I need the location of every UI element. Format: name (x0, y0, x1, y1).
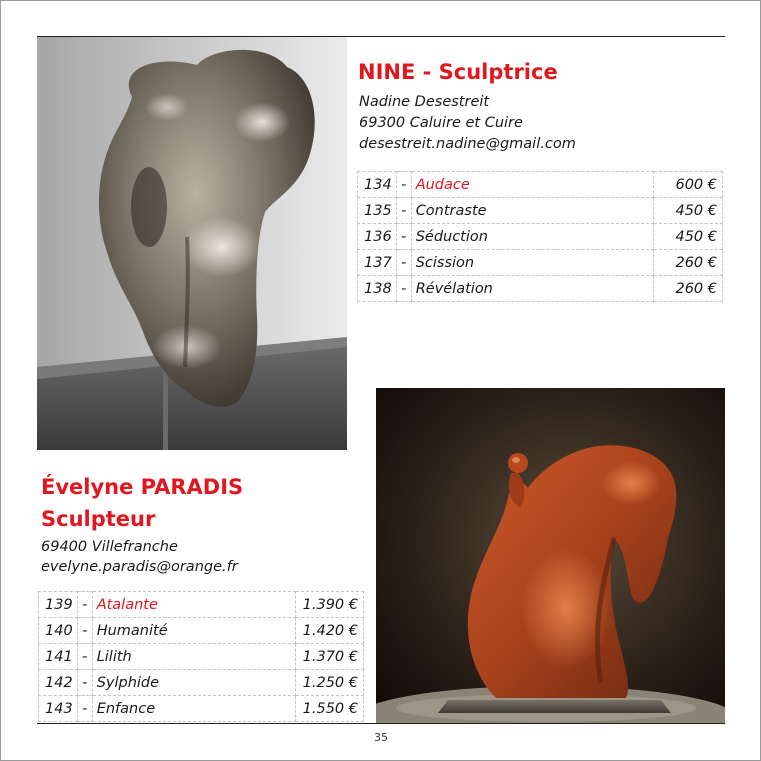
separator-dash: - (396, 276, 411, 302)
work-number: 141 (39, 644, 78, 670)
work-price: 450 € (653, 224, 722, 250)
nine-price-table (357, 171, 723, 302)
work-number: 137 (358, 250, 397, 276)
separator-dash: - (396, 172, 411, 198)
table-row (358, 224, 723, 250)
bottom-rule (37, 723, 725, 724)
table-row (39, 670, 364, 696)
work-title: Sylphide (92, 670, 295, 696)
work-number: 142 (39, 670, 78, 696)
work-title: Enfance (92, 696, 295, 722)
table-row (39, 618, 364, 644)
work-price: 260 € (653, 250, 722, 276)
separator-dash: - (396, 198, 411, 224)
work-number: 134 (358, 172, 397, 198)
nine-title: NINE - Sculptrice (358, 60, 558, 84)
work-title: Contraste (411, 198, 653, 224)
separator-dash: - (77, 592, 92, 618)
work-title: Séduction (411, 224, 653, 250)
work-title: Scission (411, 250, 653, 276)
table-row (39, 696, 364, 722)
table-row (39, 592, 364, 618)
table-row (358, 172, 723, 198)
work-title: Audace (411, 172, 653, 198)
work-title: Atalante (92, 592, 295, 618)
work-number: 143 (39, 696, 78, 722)
work-title: Révélation (411, 276, 653, 302)
work-number: 140 (39, 618, 78, 644)
evelyne-title-line2: Sculpteur (41, 507, 156, 531)
evelyne-price-table (38, 591, 364, 722)
work-price: 1.550 € (295, 696, 363, 722)
evelyne-email: evelyne.paradis@orange.fr (41, 559, 238, 575)
table-row (39, 644, 364, 670)
work-price: 1.250 € (295, 670, 363, 696)
work-number: 135 (358, 198, 397, 224)
work-price: 1.390 € (295, 592, 363, 618)
work-price: 1.370 € (295, 644, 363, 670)
work-title: Humanité (92, 618, 295, 644)
work-price: 450 € (653, 198, 722, 224)
separator-dash: - (396, 224, 411, 250)
work-price: 600 € (653, 172, 722, 198)
table-row (358, 250, 723, 276)
work-title: Lilith (92, 644, 295, 670)
evelyne-title (41, 473, 361, 533)
page-number: 35 (374, 731, 388, 744)
nine-email: desestreit.nadine@gmail.com (359, 136, 576, 152)
separator-dash: - (77, 644, 92, 670)
evelyne-address: 69400 Villefranche (41, 539, 178, 555)
separator-dash: - (396, 250, 411, 276)
table-row (358, 276, 723, 302)
work-number: 138 (358, 276, 397, 302)
work-number: 139 (39, 592, 78, 618)
work-number: 136 (358, 224, 397, 250)
nine-address: 69300 Caluire et Cuire (359, 115, 523, 131)
table-row (358, 198, 723, 224)
nine-name: Nadine Desestreit (359, 94, 490, 110)
work-price: 260 € (653, 276, 722, 302)
bronze-sculpture-photo (376, 388, 725, 723)
torso-sculpture-photo (37, 37, 347, 450)
separator-dash: - (77, 670, 92, 696)
work-price: 1.420 € (295, 618, 363, 644)
evelyne-title-line1: Évelyne PARADIS (41, 475, 244, 499)
separator-dash: - (77, 696, 92, 722)
separator-dash: - (77, 618, 92, 644)
